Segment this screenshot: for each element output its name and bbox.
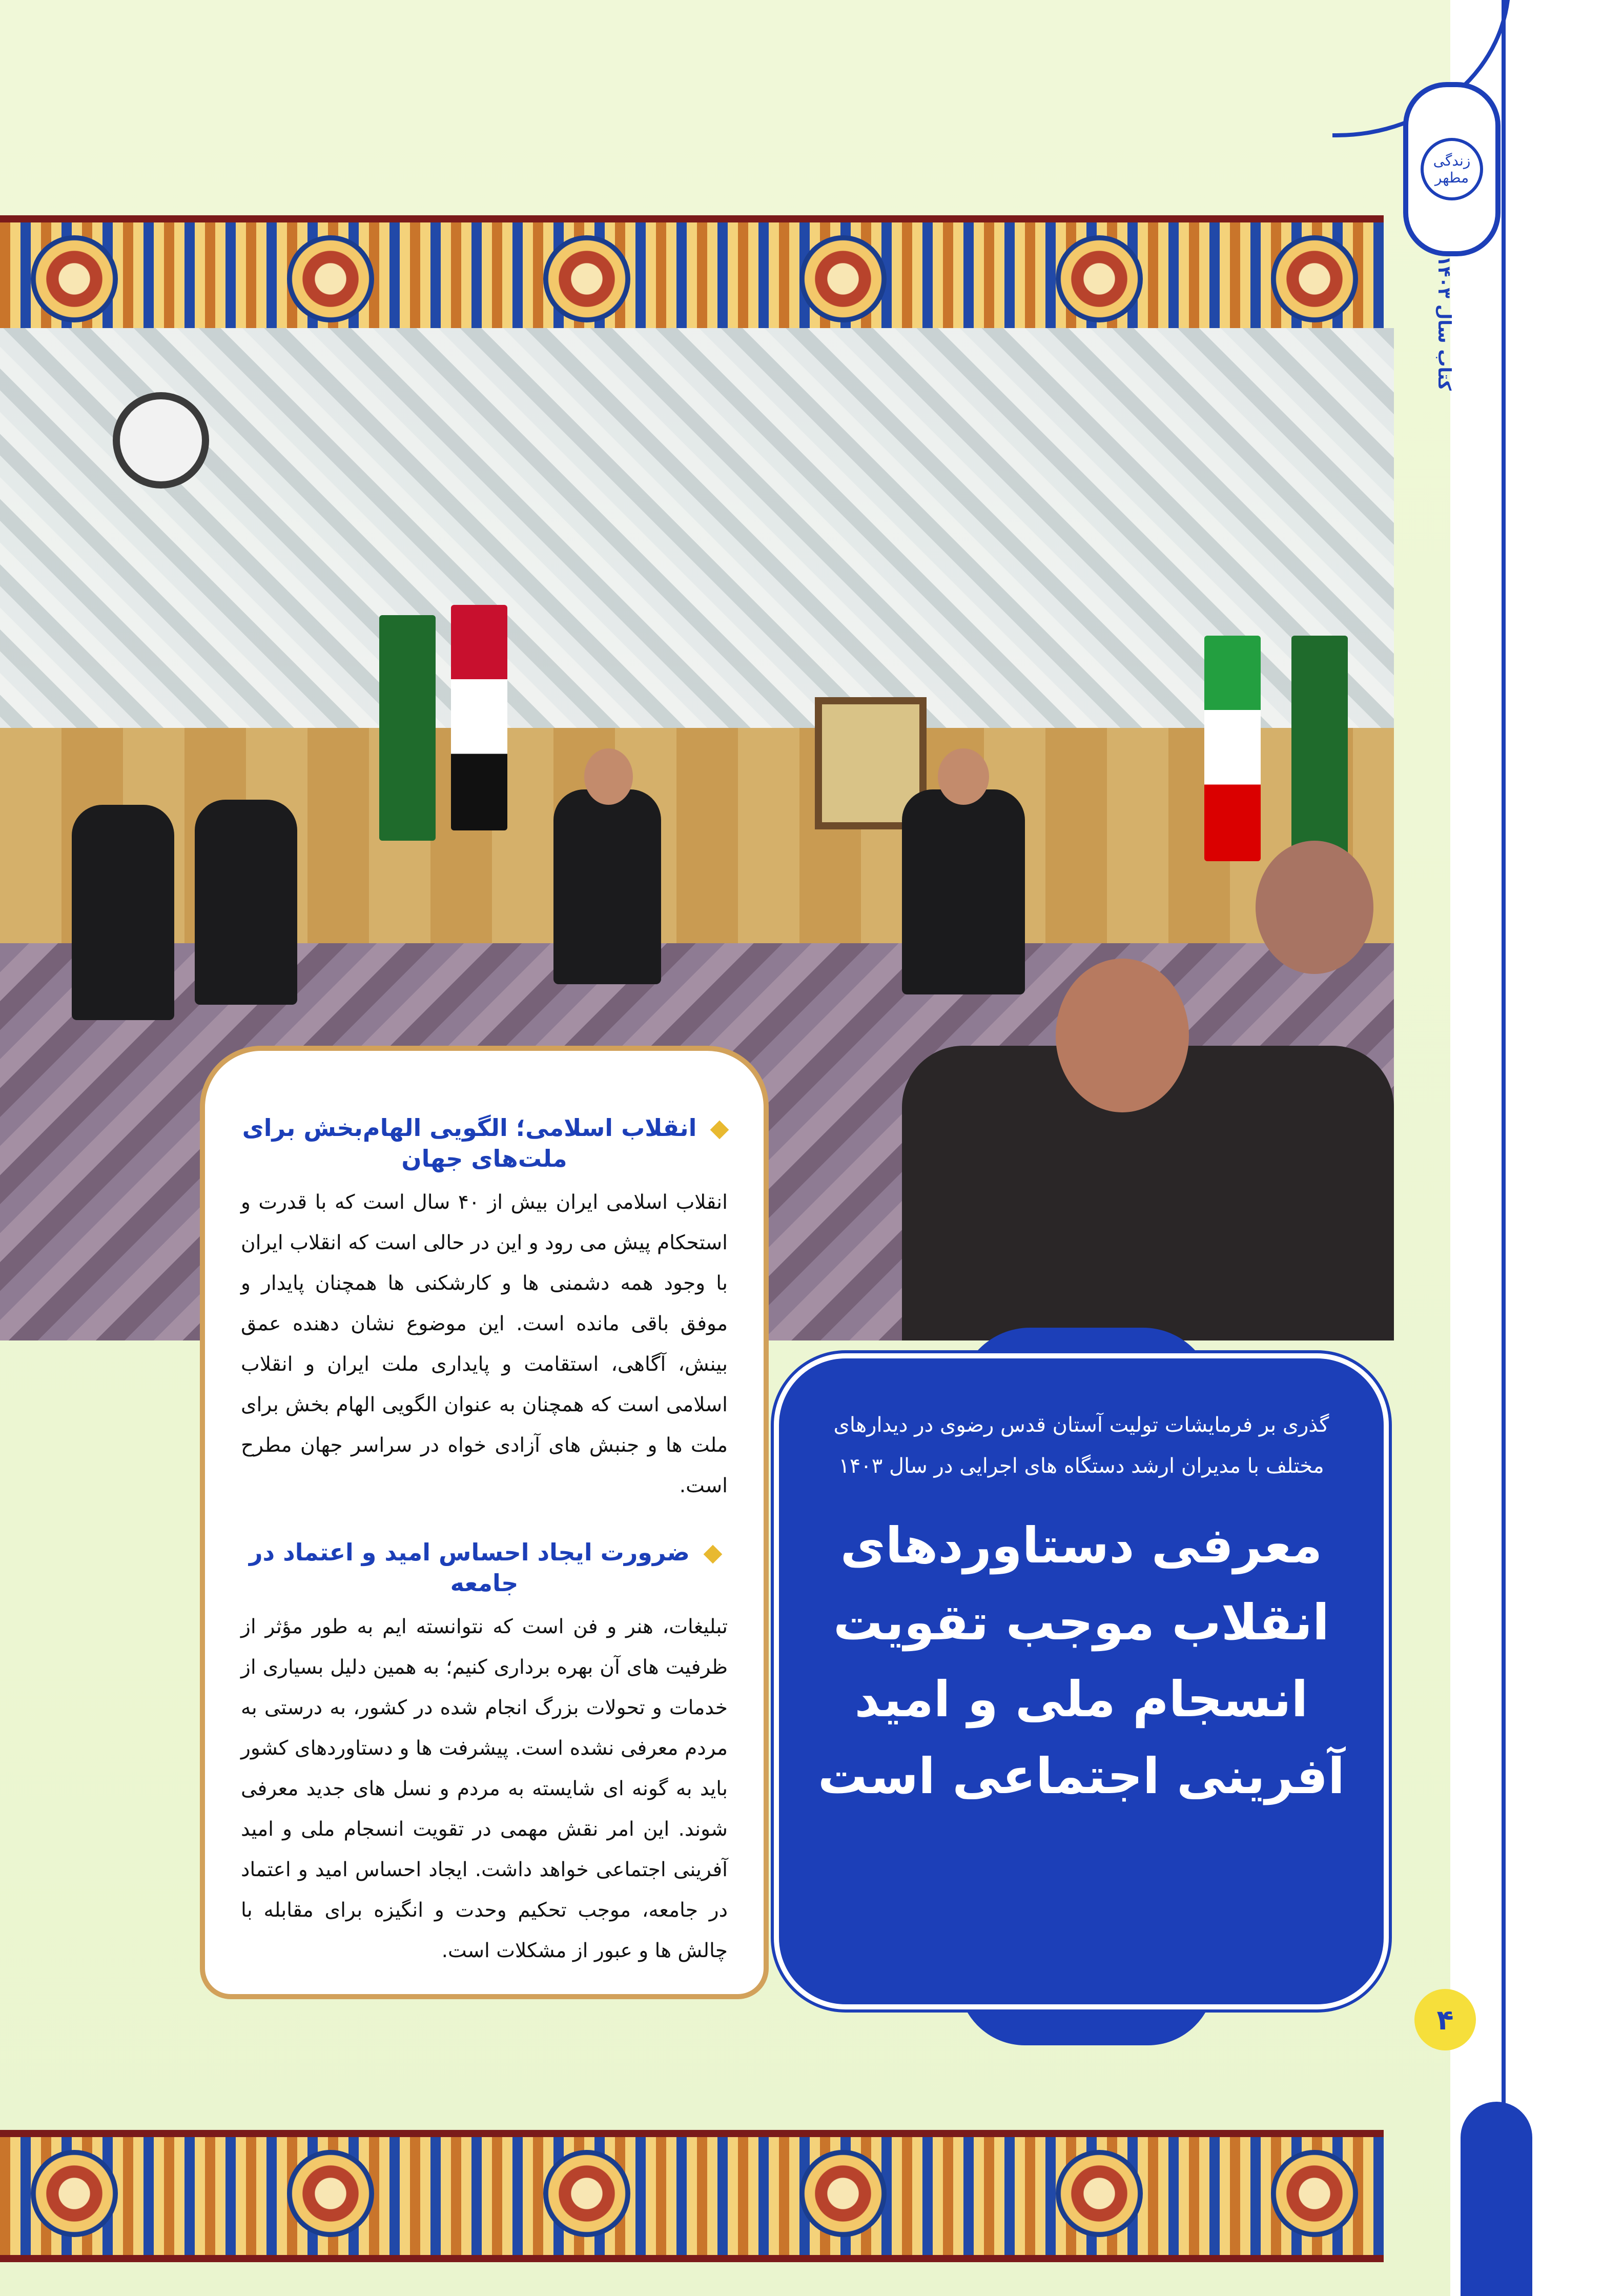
seated-delegate [72,805,174,1020]
logo-emblem-icon: زندگی مطهر [1421,138,1483,200]
green-flag [1291,636,1348,861]
section-heading [241,1537,728,1598]
margin-line [1502,0,1506,2296]
year-label: کتاب سال ۱۴۰۳ [1434,255,1454,391]
publication-logo [1403,82,1501,256]
medallion-icon [1271,235,1358,322]
medallion-icon [1056,2150,1143,2237]
medallion-icon [799,2150,887,2237]
bottom-tab-decoration [1461,2102,1532,2296]
iran-flag [1204,636,1261,861]
bottom-ornament-border [0,2130,1384,2262]
medallion-icon [287,2150,374,2237]
mirror-mosaic-wall [0,328,1394,738]
page-number: ۴ [1414,1989,1476,2050]
section2-body: تبلیغات، هنر و فن است که نتوانسته ایم به طور مؤثر از ظرفیت های آن بهره برداری کنیم؛ به همین دلیل بسیاری از خدمات و تحولات بزرگ انجام شده در کشور، به درستی به مردم معرفی نشده است. پیشرفت ها و دستاوردهای کشور باید به گونه ای شایسته به مردم و نسل های جدید معرفی شوند. این امر نقش مهمی در تقویت انسجام ملی و امید آفرینی اجتماعی خواهد داشت. ایجاد احساس امید و اعتماد در جامعه، موجب تحکیم وحدت و انگیزه برای مقابله با چالش ها و عبور از مشکلات است. [241,1615,728,1962]
wall-clock-icon [113,392,209,489]
diamond-bullet-icon [704,1545,723,1563]
article-frame [200,1046,769,1999]
margin-strip [1450,0,1623,2296]
headline-title: معرفی دستاوردهای انقلاب موجب تقویت انسجام ملی و امید آفرینی اجتماعی است [817,1517,1345,1805]
audience-head [1256,841,1373,974]
medallion-icon [543,2150,630,2237]
medallion-icon [1271,2150,1358,2237]
audience-head [1056,959,1189,1112]
seated-host [902,789,1025,994]
headline-intro: گذری بر فرمایشات تولیت آستان قدس رضوی در دیدارهای مختلف با مدیران ارشد دستگاه های اجرایی در سال ۱۴۰۳ [833,1413,1329,1478]
medallion-icon [1056,235,1143,322]
medallion-icon [31,235,118,322]
guest-head [584,748,633,805]
section2-heading: ضرورت ایجاد احساس امید و اعتماد در جامعه [249,1538,690,1597]
section1-heading: انقلاب اسلامی؛ الگویی الهام‌بخش برای ملت‌های جهان [242,1114,697,1172]
host-head [938,748,989,805]
green-flag [379,615,436,841]
medallion-icon [543,235,630,322]
headline-box [774,1353,1389,2009]
medallion-icon [287,235,374,322]
section1-body: انقلاب اسلامی ایران بیش از ۴۰ سال است که با قدرت و استحکام پیش می رود و این در حالی است که انقلاب ایران با وجود همه دشمنی ها و کارشکنی ها همچنان پایدار و موفق باقی مانده است. این موضوع نشان دهنده عمق بینش، آگاهی، استقامت و پایداری ملت ایران و انقلاب اسلامی است که همچنان به عنوان الگویی الهام بخش برای ملت ها و جنبش های آزادی خواه در سراسر جهان مطرح است. [241,1191,728,1497]
seated-delegate [195,800,297,1005]
section-heading [241,1112,728,1174]
medallion-icon [799,235,887,322]
seated-guest [553,789,661,984]
medallion-icon [31,2150,118,2237]
iraq-flag [451,605,507,830]
diamond-bullet-icon [710,1120,729,1139]
